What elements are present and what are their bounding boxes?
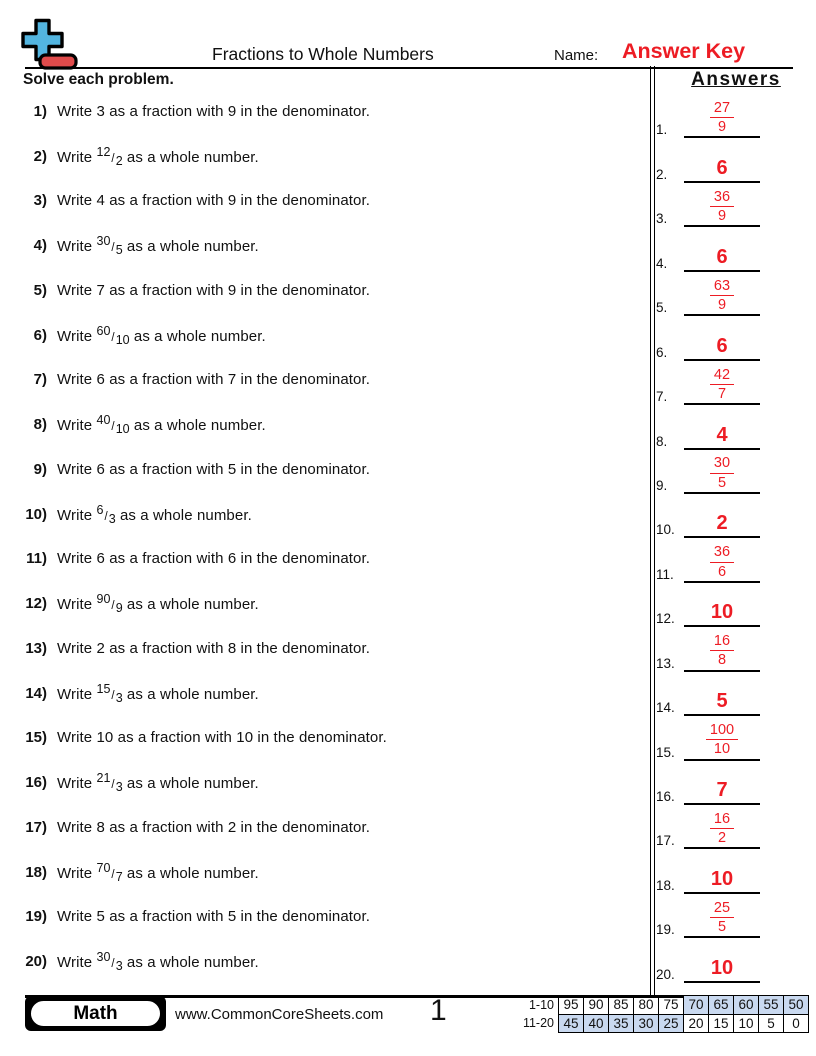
- answer-number: 13.: [656, 655, 675, 671]
- answer-fraction: [710, 811, 734, 847]
- problem-row: [0, 358, 646, 403]
- answer-value: 4: [716, 423, 728, 446]
- problem-text: Write $^{60}/_{10}$ as a whole number.: [57, 323, 266, 347]
- answer-row: [656, 849, 814, 893]
- answer-line: [684, 455, 760, 493]
- problem-row: [0, 626, 646, 671]
- fraction-numerator: 15: [96, 681, 111, 696]
- answer-number: 18.: [656, 877, 675, 893]
- answer-row: [656, 761, 814, 805]
- problem-text: Write 3 as a fraction with 9 in the denominator.: [57, 102, 371, 120]
- problem-row: [0, 134, 646, 179]
- problem-number: 19): [25, 908, 47, 926]
- answer-row: [656, 272, 814, 316]
- problem-number: 12): [25, 595, 47, 613]
- problem-text: Write $^{90}/_9$ as a whole number.: [57, 592, 259, 616]
- answer-fraction-numerator: 16: [710, 633, 734, 651]
- problem-text: Write 6 as a fraction with 6 in the denominator.: [57, 550, 371, 568]
- problem-row: [0, 89, 646, 134]
- answer-row: [656, 805, 814, 849]
- fraction-denominator: 3: [115, 780, 123, 795]
- answer-line: [684, 602, 760, 627]
- problem-row: [0, 268, 646, 313]
- answer-fraction-numerator: 30: [710, 455, 734, 473]
- problem-row: [0, 716, 646, 761]
- answer-number: 4.: [656, 255, 668, 271]
- score-range-label: 1-10: [528, 997, 554, 1012]
- grade-cell: 90: [584, 996, 609, 1015]
- problem-row: [0, 313, 646, 358]
- problem-row: [0, 447, 646, 492]
- problem-text: Write 6 as a fraction with 5 in the denominator.: [57, 460, 371, 478]
- fraction-slash-icon: /: [111, 421, 115, 434]
- answer-line: [684, 900, 760, 938]
- problem-row: [0, 850, 646, 895]
- answer-value: 5: [716, 690, 728, 713]
- grade-cell: 30: [634, 1014, 659, 1033]
- grade-cell: 5: [759, 1014, 784, 1033]
- answer-fraction: [710, 633, 734, 669]
- fraction-numerator: 12: [96, 144, 111, 159]
- commoncoresheets-logo-icon: [20, 18, 82, 72]
- answer-fraction: [710, 189, 734, 225]
- problem-text: Write $^{15}/_3$ as a whole number.: [57, 681, 259, 705]
- score-table-row: [514, 1014, 809, 1033]
- problem-number: 5): [33, 281, 47, 299]
- answer-row: [656, 361, 814, 405]
- problem-row: [0, 760, 646, 805]
- answer-fraction-numerator: 100: [706, 722, 738, 740]
- answers-list: [656, 94, 814, 983]
- fraction-slash-icon: /: [111, 152, 115, 165]
- answer-fraction-denominator: 5: [717, 474, 727, 491]
- answer-line: [684, 811, 760, 849]
- fraction-denominator: 10: [115, 422, 130, 437]
- problem-row: [0, 223, 646, 268]
- answers-column-title: Answers: [691, 69, 781, 90]
- answer-fraction-denominator: 6: [717, 563, 727, 580]
- problem-number: 7): [33, 371, 47, 389]
- answer-line: [684, 247, 760, 272]
- answer-fraction-denominator: 5: [717, 919, 727, 936]
- grade-cell: 75: [659, 996, 684, 1015]
- answer-fraction-denominator: 2: [717, 830, 727, 847]
- subject-badge: [25, 996, 166, 1031]
- fraction-slash-icon: /: [111, 868, 115, 881]
- fraction-denominator: 10: [115, 332, 130, 347]
- problem-row: [0, 402, 646, 447]
- answer-fraction-denominator: 9: [717, 208, 727, 225]
- problem-text: Write $^{21}/_3$ as a whole number.: [57, 771, 259, 795]
- answer-row: [656, 583, 814, 627]
- fraction-slash-icon: /: [111, 331, 115, 344]
- answer-fraction: [710, 544, 734, 580]
- answer-value: 10: [710, 867, 734, 890]
- grade-cell: 60: [734, 996, 759, 1015]
- fraction-numerator: 30: [96, 950, 111, 965]
- problem-text: Write $^6/_3$ as a whole number.: [57, 502, 252, 526]
- answer-number: 3.: [656, 211, 668, 227]
- problem-text: Write 5 as a fraction with 5 in the denominator.: [57, 908, 371, 926]
- answer-fraction-denominator: 9: [717, 119, 727, 136]
- answer-number: 16.: [656, 789, 675, 804]
- grade-cell: 0: [784, 1014, 809, 1033]
- problem-text: Write 7 as a fraction with 9 in the denominator.: [57, 281, 371, 299]
- answer-value: 6: [716, 156, 728, 179]
- grade-cell: 80: [634, 996, 659, 1015]
- column-divider: [650, 66, 655, 995]
- answer-number: 2.: [656, 166, 668, 182]
- problem-number: 18): [25, 863, 47, 881]
- answer-line: [684, 633, 760, 671]
- problem-text: Write 8 as a fraction with 2 in the denominator.: [57, 818, 371, 836]
- answer-row: [656, 183, 814, 227]
- answer-row: [656, 672, 814, 716]
- answer-key-label: Answer Key: [622, 39, 746, 63]
- fraction-denominator: 7: [115, 869, 123, 884]
- answer-line: [684, 336, 760, 361]
- grade-cell: 15: [709, 1014, 734, 1033]
- answer-number: 19.: [656, 922, 675, 938]
- answer-line: [684, 100, 760, 138]
- problem-text: Write $^{12}/_2$ as a whole number.: [57, 144, 259, 168]
- answer-line: [684, 158, 760, 183]
- answer-line: [684, 425, 760, 450]
- answer-number: 7.: [656, 389, 668, 405]
- answer-line: [684, 544, 760, 582]
- problem-number: 4): [33, 237, 47, 255]
- answer-fraction-numerator: 36: [710, 544, 734, 562]
- grade-cell: 95: [559, 996, 584, 1015]
- answer-row: [656, 538, 814, 582]
- grade-cell: 55: [759, 996, 784, 1015]
- website-url: www.CommonCoreSheets.com: [175, 1006, 384, 1023]
- worksheet-title: Fractions to Whole Numbers: [212, 44, 434, 64]
- fraction-slash-icon: /: [111, 600, 115, 613]
- answer-value: 7: [716, 779, 728, 801]
- score-range-label: 11-20: [522, 1016, 554, 1031]
- answer-number: 9.: [656, 477, 668, 493]
- answer-line: [684, 780, 760, 805]
- answer-fraction-denominator: 10: [713, 741, 731, 758]
- problem-row: [0, 179, 646, 224]
- answer-value: 2: [716, 512, 728, 535]
- answer-fraction-numerator: 42: [710, 367, 734, 385]
- answer-fraction-numerator: 63: [710, 278, 734, 296]
- grade-cell: 35: [609, 1014, 634, 1033]
- problem-number: 16): [25, 774, 47, 792]
- answer-number: 17.: [656, 833, 675, 849]
- answer-row: [656, 938, 814, 982]
- problem-row: [0, 895, 646, 940]
- answer-fraction: [706, 722, 738, 758]
- answer-row: [656, 94, 814, 138]
- answer-line: [684, 367, 760, 405]
- answer-row: [656, 716, 814, 760]
- answer-row: [656, 405, 814, 449]
- problems-list: [0, 89, 646, 984]
- problem-text: Write 4 as a fraction with 9 in the denominator.: [57, 192, 371, 210]
- problem-row: [0, 939, 646, 984]
- answer-row: [656, 138, 814, 182]
- answer-line: [684, 869, 760, 894]
- fraction-numerator: 21: [96, 771, 111, 786]
- answer-value: 10: [710, 601, 734, 624]
- problem-number: 1): [33, 102, 47, 120]
- answer-line: [684, 513, 760, 538]
- answer-row: [656, 894, 814, 938]
- grade-cell: 45: [559, 1014, 584, 1033]
- answer-line: [684, 958, 760, 983]
- answer-line: [684, 722, 760, 760]
- problem-row: [0, 492, 646, 537]
- problem-number: 2): [33, 147, 47, 165]
- fraction-slash-icon: /: [111, 689, 115, 702]
- answer-fraction: [710, 900, 734, 936]
- problem-row: [0, 671, 646, 716]
- problem-text: Write 10 as a fraction with 10 in the denominator.: [57, 729, 387, 747]
- answer-number: 15.: [656, 744, 675, 760]
- name-label: Name:: [554, 47, 599, 64]
- fraction-denominator: 9: [115, 601, 123, 616]
- score-table: [514, 995, 809, 1033]
- score-table-body: [514, 996, 809, 1033]
- answer-value: 10: [710, 956, 734, 979]
- grade-cell: 40: [584, 1014, 609, 1033]
- grade-cell: 20: [684, 1014, 709, 1033]
- grade-cell: 50: [784, 996, 809, 1015]
- grade-cell: 65: [709, 996, 734, 1015]
- score-table-row: [514, 996, 809, 1015]
- answer-fraction: [710, 455, 734, 491]
- problem-number: 15): [25, 729, 47, 747]
- fraction-slash-icon: /: [111, 242, 115, 255]
- answer-number: 6.: [656, 344, 668, 360]
- problem-number: 14): [25, 684, 47, 702]
- problem-number: 3): [33, 192, 47, 210]
- problem-number: 20): [25, 953, 47, 971]
- answer-line: [684, 691, 760, 716]
- grade-cell: 25: [659, 1014, 684, 1033]
- fraction-numerator: 40: [96, 413, 111, 428]
- problem-number: 13): [25, 639, 47, 657]
- fraction-denominator: 2: [115, 153, 123, 168]
- problem-row: [0, 537, 646, 582]
- fraction-denominator: 3: [108, 511, 116, 526]
- answer-fraction-numerator: 27: [710, 100, 734, 118]
- problem-number: 8): [33, 416, 47, 434]
- problem-text: Write $^{30}/_5$ as a whole number.: [57, 234, 259, 258]
- grade-cell: 85: [609, 996, 634, 1015]
- answer-line: [684, 278, 760, 316]
- grade-cell: 10: [734, 1014, 759, 1033]
- answer-fraction-numerator: 16: [710, 811, 734, 829]
- answer-fraction-denominator: 8: [717, 652, 727, 669]
- answer-number: 8.: [656, 433, 668, 449]
- problem-text: Write $^{70}/_7$ as a whole number.: [57, 860, 259, 884]
- answer-number: 14.: [656, 700, 675, 716]
- answer-fraction: [710, 100, 734, 136]
- problem-text: Write $^{40}/_{10}$ as a whole number.: [57, 413, 266, 437]
- fraction-numerator: 70: [96, 860, 111, 875]
- problem-row: [0, 805, 646, 850]
- answer-line: [684, 189, 760, 227]
- problem-text: Write 2 as a fraction with 8 in the denominator.: [57, 639, 371, 657]
- problem-text: Write 6 as a fraction with 7 in the denominator.: [57, 371, 371, 389]
- problem-number: 11): [26, 550, 47, 568]
- answer-value: 6: [716, 334, 728, 357]
- answer-row: [656, 494, 814, 538]
- answer-number: 20.: [656, 966, 675, 982]
- answer-number: 11.: [656, 566, 674, 582]
- answer-row: [656, 450, 814, 494]
- fraction-slash-icon: /: [104, 510, 108, 523]
- answer-number: 5.: [656, 300, 668, 316]
- page-number: 1: [430, 994, 447, 1027]
- fraction-numerator: 30: [96, 234, 111, 249]
- answer-fraction-denominator: 9: [717, 296, 727, 313]
- fraction-slash-icon: /: [111, 958, 115, 971]
- answer-fraction: [710, 367, 734, 403]
- fraction-denominator: 3: [115, 959, 123, 974]
- problem-text: Write $^{30}/_3$ as a whole number.: [57, 950, 259, 974]
- answer-fraction-numerator: 25: [710, 900, 734, 918]
- problem-number: 10): [25, 505, 47, 523]
- answer-fraction: [710, 278, 734, 314]
- problem-number: 17): [25, 818, 47, 836]
- fraction-numerator: 60: [96, 323, 111, 338]
- problem-number: 6): [33, 326, 47, 344]
- answer-value: 6: [716, 245, 728, 268]
- problem-row: [0, 581, 646, 626]
- answer-fraction-denominator: 7: [717, 385, 727, 402]
- answer-fraction-numerator: 36: [710, 189, 734, 207]
- answer-row: [656, 627, 814, 671]
- answer-number: 1.: [656, 122, 668, 138]
- fraction-denominator: 5: [115, 243, 123, 258]
- fraction-denominator: 3: [115, 690, 123, 705]
- grade-cell: 70: [684, 996, 709, 1015]
- answer-row: [656, 316, 814, 360]
- instructions-text: Solve each problem.: [23, 71, 174, 88]
- answer-row: [656, 227, 814, 271]
- subject-badge-label: Math: [29, 999, 162, 1028]
- answer-number: 10.: [656, 522, 675, 538]
- fraction-slash-icon: /: [111, 779, 115, 792]
- problem-number: 9): [33, 460, 47, 478]
- answer-number: 12.: [656, 611, 675, 627]
- fraction-numerator: 90: [96, 592, 111, 607]
- fraction-numerator: 6: [96, 502, 104, 517]
